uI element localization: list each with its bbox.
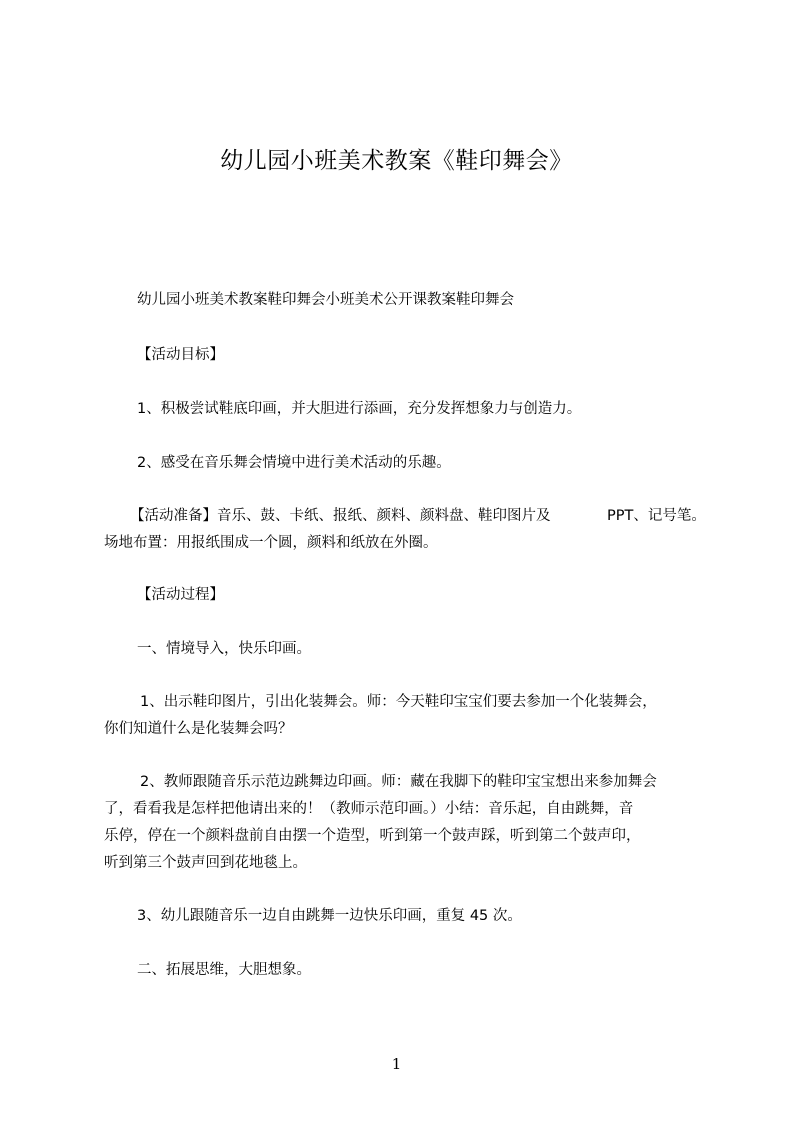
- goals-heading: 【活动目标】: [137, 347, 224, 363]
- step-3: 3、幼儿跟随音乐一边自由跳舞一边快乐印画，重复 45 次。: [137, 908, 522, 924]
- step-2-line-4: 听到第三个鼓声回到花地毯上。: [104, 855, 307, 871]
- section-1-heading: 一、情境导入，快乐印画。: [137, 641, 311, 657]
- step-1-line-1: 1、出示鞋印图片，引出化装舞会。师：今天鞋印宝宝们要去参加一个化装舞会，: [140, 694, 657, 710]
- goal-1: 1、积极尝试鞋底印画，并大胆进行添画，充分发挥想象力与创造力。: [137, 401, 582, 417]
- page-number: 1: [391, 1055, 402, 1073]
- document-title: 幼儿园小班美术教案《鞋印舞会》: [220, 148, 573, 174]
- preparation-line-1-end: PPT、记号笔。: [607, 508, 706, 524]
- step-2-line-1: 2、教师跟随音乐示范边跳舞边印画。师：藏在我脚下的鞋印宝宝想出来参加舞会: [140, 774, 657, 790]
- goal-2: 2、感受在音乐舞会情境中进行美术活动的乐趣。: [137, 455, 451, 471]
- document-subtitle: 幼儿园小班美术教案鞋印舞会小班美术公开课教案鞋印舞会: [137, 292, 514, 308]
- section-2-heading: 二、拓展思维，大胆想象。: [137, 962, 311, 978]
- step-1-line-2: 你们知道什么是化装舞会吗？: [104, 721, 293, 737]
- step-2-line-2: 了，看看我是怎样把他请出来的！（教师示范印画。）小结：音乐起，自由跳舞，音: [104, 801, 634, 817]
- preparation-line-1: 【活动准备】音乐、鼓、卡纸、报纸、颜料、颜料盘、鞋印图片及: [130, 508, 551, 524]
- step-2-line-3: 乐停，停在一个颜料盘前自由摆一个造型，听到第一个鼓声踩，听到第二个鼓声印，: [104, 828, 641, 844]
- process-heading: 【活动过程】: [137, 587, 224, 603]
- preparation-line-2: 场地布置：用报纸围成一个圆，颜料和纸放在外圈。: [104, 535, 438, 551]
